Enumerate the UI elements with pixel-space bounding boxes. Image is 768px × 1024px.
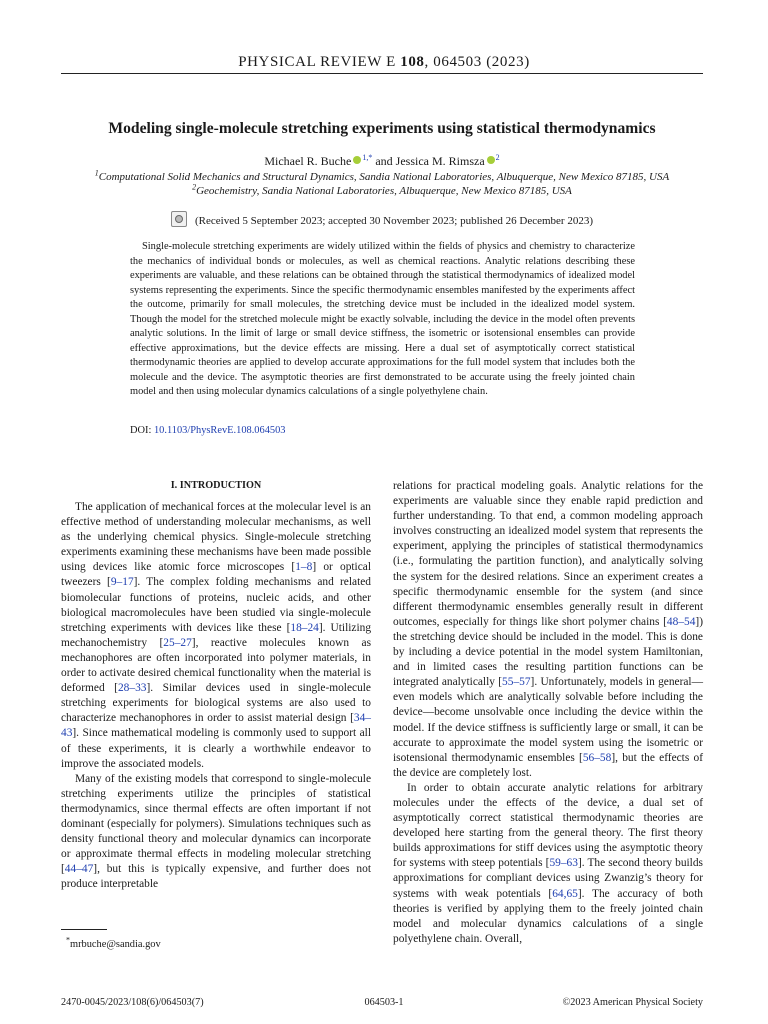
body-text: ]. Unfortunately, models in general—even models which are analytically solvable before including the device—become unsolvable once including the device within the model. If the device stiffness is sufficiently large or small, it can be accurate to approximate the model system using the isometric or isotensional thermodynamic ensembles [ bbox=[393, 676, 703, 764]
paper-title: Modeling single-molecule stretching experiments using statistical thermodynamics bbox=[108, 120, 656, 137]
citation-link[interactable]: 28–33 bbox=[117, 682, 147, 695]
affiliation bbox=[61, 168, 703, 183]
body-paragraph bbox=[61, 772, 371, 893]
footnote-email[interactable]: mrbuche@sandia.gov bbox=[70, 939, 161, 950]
body-paragraph bbox=[61, 500, 371, 772]
footnote-mark: * bbox=[66, 935, 70, 945]
footnote-rule bbox=[61, 929, 107, 930]
abstract: Single-molecule stretching experiments are widely utilized within the fields of physics and chemistry to characterize the mechanics of individual bonds or molecules, as well as chemical reactions. Analytic relations describing these experiments are valuable, and these relations can be obtained through the statistical thermodynamics of idealized model systems representing the experiments. Since the specific thermodynamic ensembles manifested by the experiments affect the outcome, primarily for small molecules, the stretching device must be included in the idealized model system. Though the model for the stretched molecule might be exactly solvable, including the device in the model often prevents analytic solutions. In the limit of large or small device stiffness, the isometric or isotensional ensembles can provide effective approximations, but the device effects are missing. Here a dual set of asymptotically correct statistical thermodynamic theories are applied to develop accurate approximations for the full model system that includes both the molecule and the device. The asymptotic theories are first demonstrated to be accurate using the freely jointed chain model and then using molecular dynamics calculations of a single polyethylene chain. bbox=[130, 241, 635, 398]
citation-link[interactable]: 34–43 bbox=[61, 712, 371, 740]
citation-link[interactable]: 25–27 bbox=[163, 636, 192, 649]
citation-link[interactable]: 1–8 bbox=[295, 561, 313, 574]
body-text: ], but this is typically expensive, and further does not produce interpretable bbox=[61, 863, 371, 891]
body-text: ], reactive molecules known as mechanophores are often incorporated into polymer materials, in order to activate desired chemical functionality when the material is deformed [ bbox=[61, 636, 372, 695]
body-text: ]. The complex folding mechanisms and related biomolecular functions of proteins, nucleic acids, and other biological macromolecules have been studied via single-molecule stretching experiments with devices like these [ bbox=[61, 576, 371, 634]
affiliation bbox=[61, 182, 703, 197]
body-text: ]. The accuracy of both theories is verified by applying them to the freely jointed chain model and molecular dynamics calculations of a single polyethylene chain. Overall, bbox=[393, 887, 703, 945]
journal-volume: 108 bbox=[400, 54, 425, 70]
doi-label: DOI: bbox=[130, 425, 154, 436]
author-affil-sup[interactable]: 2 bbox=[495, 153, 500, 162]
citation-link[interactable]: 44–47 bbox=[64, 863, 94, 876]
citation-link[interactable]: 64,65 bbox=[552, 887, 578, 900]
citation-link[interactable]: 55–57 bbox=[502, 676, 531, 689]
body-text: ] or optical tweezers [ bbox=[61, 561, 372, 589]
citation-link[interactable]: 9–17 bbox=[110, 576, 134, 589]
journal-name: PHYSICAL REVIEW E bbox=[238, 54, 401, 70]
footer-issn: 2470-0045/2023/108(6)/064503(7) bbox=[61, 997, 204, 1008]
orcid-icon[interactable] bbox=[487, 156, 495, 164]
received-row bbox=[61, 211, 703, 227]
citation-link[interactable]: 18–24 bbox=[290, 621, 319, 634]
body-text: ]. Since mathematical modeling is commonly used to support all of these experiments, it is clearly a worthwhile endeavor to improve the associated models. bbox=[61, 727, 371, 770]
section-heading: I. INTRODUCTION bbox=[170, 480, 262, 491]
author-name[interactable]: Jessica M. Rimsza bbox=[395, 154, 485, 168]
affiliation-text: Geochemistry, Sandia National Laboratories, Albuquerque, New Mexico 87185, USA bbox=[196, 185, 572, 197]
affiliation-text: Computational Solid Mechanics and Structural Dynamics, Sandia National Laboratories, Albuquerque, New Mexico 87185, USA bbox=[98, 171, 670, 183]
received-dates: (Received 5 September 2023; accepted 30 November 2023; published 26 December 2023) bbox=[194, 215, 593, 227]
header-rule bbox=[61, 73, 703, 74]
body-text: relations for practical modeling goals. Analytic relations for the experiments are valuable since they enable rapid prediction and further understanding. To that end, a common modeling approach involves constructing an idealized model system that represents the experiment, applying the principles of statistical thermodynamics (i.e., formulating the partition function), and analytically solving the system for the desired relations. Since an experiment creates a specific thermodynamic ensemble for the system (and since different thermodynamic ensembles generally result in different outcomes, especially for things like short polymer chains [ bbox=[393, 480, 703, 628]
doi-line bbox=[130, 425, 285, 436]
author-line bbox=[61, 154, 703, 169]
journal-header bbox=[0, 54, 768, 71]
right-column bbox=[393, 479, 703, 947]
affiliation-sup: 2 bbox=[192, 182, 197, 192]
footer-page-number: 064503-1 bbox=[364, 997, 404, 1008]
body-text: ]. Utilizing mechanochemistry [ bbox=[61, 621, 372, 649]
body-text: ]. The second theory builds approximations for compliant devices using Zwanzig’s theory for systems with weak potentials [ bbox=[393, 857, 703, 900]
citation-link[interactable]: 59–63 bbox=[549, 857, 578, 870]
footnote bbox=[66, 935, 161, 950]
affiliation-sup: 1 bbox=[94, 168, 99, 178]
author-affil-sup[interactable]: 1,* bbox=[362, 153, 373, 162]
orcid-icon[interactable] bbox=[353, 156, 361, 164]
body-text: ], but the effects of the device are completely lost. bbox=[393, 751, 703, 779]
citation-link[interactable]: 56–58 bbox=[582, 751, 612, 764]
body-text: ]) the stretching device should be included in the model. This is done by including a device potential in the model system Hamiltonian, and in limited cases the resulting partition functions can be integrated analytically [ bbox=[393, 615, 703, 689]
body-text: Many of the existing models that correspond to single-molecule stretching experiments utilize the principles of statistical thermodynamics, since thermal effects are often important if not dominant (especially for polymers). Simulations techniques such as density functional theory and molecular dynamics can incorporate or approximate thermal effects in modeling molecular stretching [ bbox=[61, 772, 371, 876]
citation-link[interactable]: 48–54 bbox=[666, 615, 696, 628]
author-name[interactable]: Michael R. Buche bbox=[264, 154, 352, 168]
footer-copyright: ©2023 American Physical Society bbox=[562, 997, 703, 1008]
body-paragraph bbox=[393, 781, 703, 947]
body-paragraph bbox=[393, 479, 703, 781]
check-for-updates-icon[interactable] bbox=[171, 211, 187, 227]
body-text: The application of mechanical forces at the molecular level is an effective method of understanding molecular mechanisms, as well as the underlying chemical physics. Single-molecule stretching experiments examining these mechanisms have been made possible using devices like atomic force microscopes [ bbox=[61, 501, 371, 574]
body-text: ]. Similar devices used in single-molecule stretching experiments for biological systems are also used to characterize mechanophores in order to assist material design [ bbox=[61, 682, 371, 725]
left-column bbox=[61, 500, 371, 892]
journal-issue: , 064503 (2023) bbox=[424, 54, 530, 70]
author-joiner: and bbox=[372, 154, 396, 168]
doi-link[interactable]: 10.1103/PhysRevE.108.064503 bbox=[153, 425, 286, 436]
body-text: In order to obtain accurate analytic relations for arbitrary molecules under the effects of the device, a dual set of asymptotically correct statistical thermodynamic theories are developed here starting from the general theory. The first theory builds approximations for stiff devices using the asymptotic theory for systems with steep potentials [ bbox=[393, 781, 703, 870]
